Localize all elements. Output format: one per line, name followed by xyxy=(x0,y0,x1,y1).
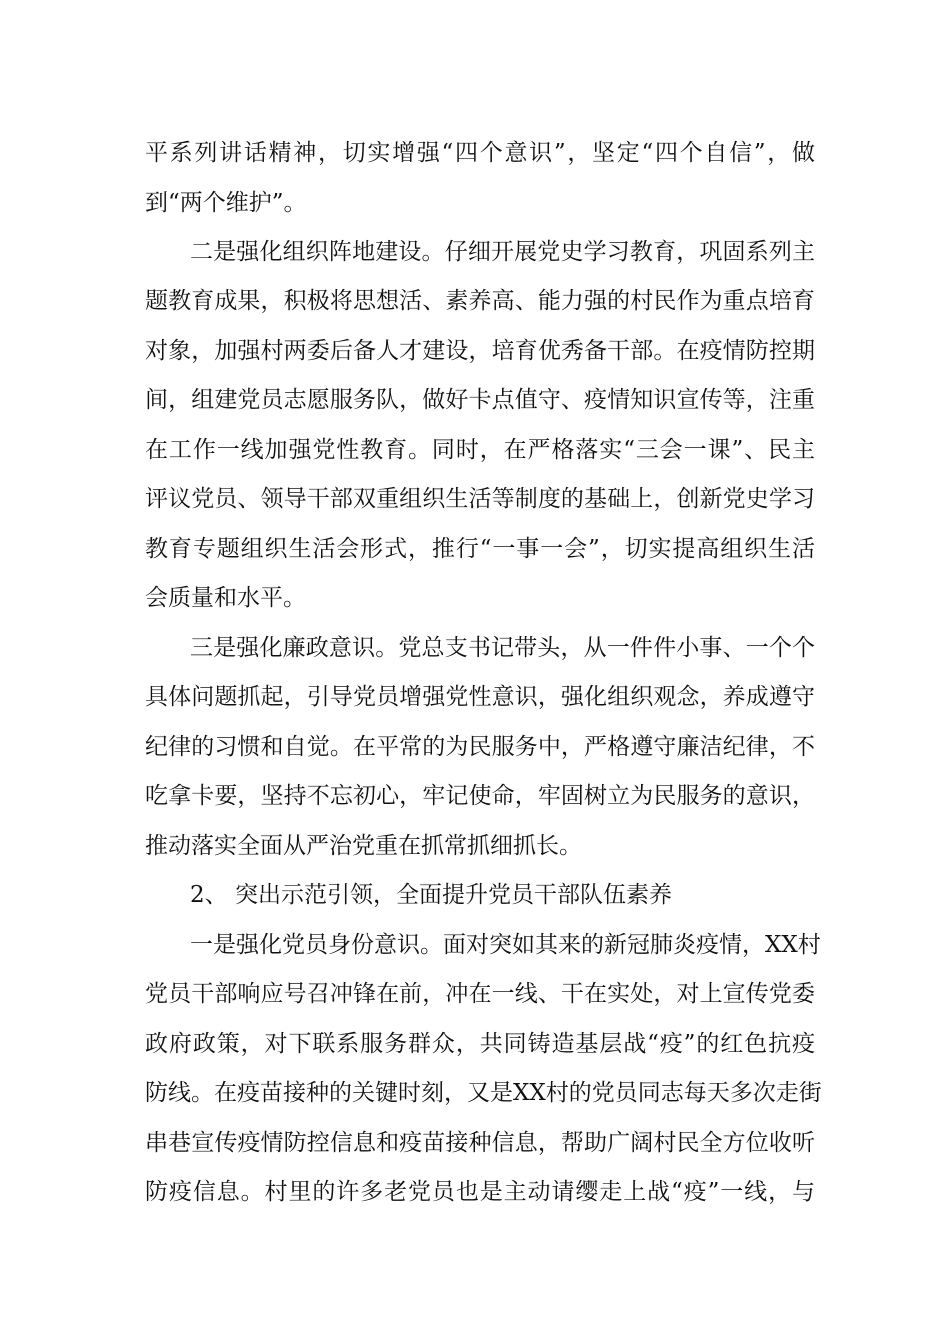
text-line: 防线。在疫苗接种的关键时刻，又是XX村的党员同志每天多次走街 xyxy=(145,1080,822,1106)
text-line: 具体问题抓起，引导党员增强党性意识，强化组织观念，养成遵守 xyxy=(145,684,815,710)
text-line: 对象，加强村两委后备人才建设，培育优秀备干部。在疫情防控期 xyxy=(145,338,815,364)
text-line: 题教育成果，积极将思想活、素养高、能力强的村民作为重点培育 xyxy=(145,288,815,314)
text-line: 防疫信息。村里的许多老党员也是主动请缨走上战“疫”一线，与 xyxy=(145,1179,815,1205)
text-line: 串巷宣传疫情防控信息和疫苗接种信息，帮助广阔村民全方位收听 xyxy=(145,1130,815,1156)
text-line: 间，组建党员志愿服务队，做好卡点值守、疫情知识宣传等，注重 xyxy=(145,387,815,413)
text-line: 政府政策，对下联系服务群众，共同铸造基层战“疫”的红色抗疫 xyxy=(145,1031,815,1057)
text-line: 评议党员、领导干部双重组织生活等制度的基础上，创新党史学习 xyxy=(145,486,815,512)
text-line: 教育专题组织生活会形式，推行“一事一会”，切实提高组织生活 xyxy=(145,536,815,562)
section-heading: 2、 突出示范引领，全面提升党员干部队伍素养 xyxy=(190,882,672,908)
text-line: 在工作一线加强党性教育。同时，在严格落实“三会一课”、民主 xyxy=(145,437,815,463)
paragraph-start-line: 二是强化组织阵地建设。仔细开展党史学习教育，巩固系列主 xyxy=(190,239,815,265)
text-line: 吃拿卡要，坚持不忘初心，牢记使命，牢固树立为民服务的意识， xyxy=(145,783,815,809)
text-line: 推动落实全面从严治党重在抓常抓细抓长。 xyxy=(145,833,582,859)
text-line: 平系列讲话精神，切实增强“四个意识”，坚定“四个自信”，做 xyxy=(145,140,815,166)
text-line: 党员干部响应号召冲锋在前，冲在一线、干在实处，对上宣传党委 xyxy=(145,981,815,1007)
text-line: 到“两个维护”。 xyxy=(145,190,307,216)
text-line: 会质量和水平。 xyxy=(145,585,306,611)
text-line: 纪律的习惯和自觉。在平常的为民服务中，严格遵守廉洁纪律，不 xyxy=(145,734,815,760)
paragraph-start-line: 一是强化党员身份意识。面对突如其来的新冠肺炎疫情，XX村 xyxy=(190,932,821,958)
paragraph-start-line: 三是强化廉政意识。党总支书记带头，从一件件小事、一个个 xyxy=(190,635,815,661)
